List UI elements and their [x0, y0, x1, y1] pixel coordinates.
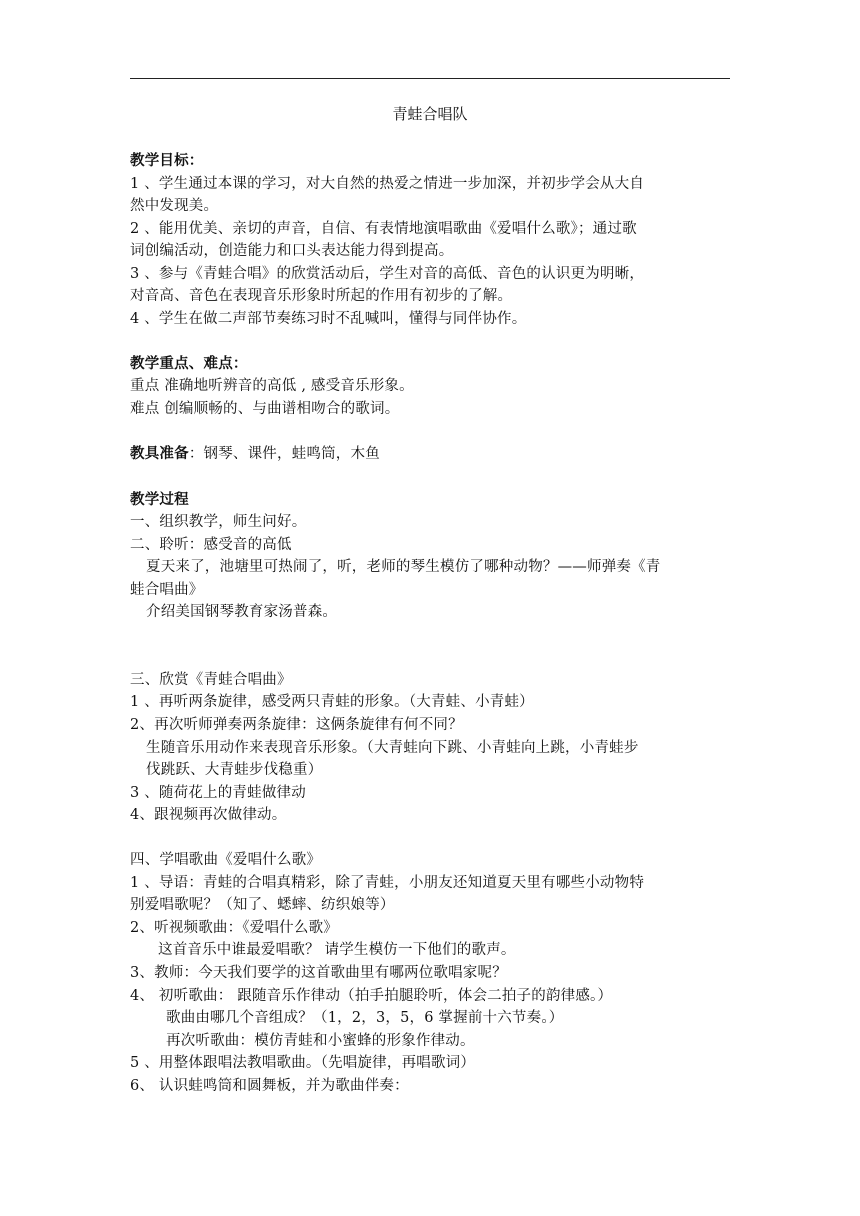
goal-line: 词创编活动，创造能力和口头表达能力得到提高。 — [130, 243, 454, 259]
part4-line: 歌曲由哪几个音组成？（1，2，3，5，6 掌握前十六节奏。） — [166, 1010, 564, 1026]
focus-line: 重点 准确地听辨音的高低 , 感受音乐形象。 — [130, 378, 414, 394]
goal-line: 4 、学生在做二声部节奏练习时不乱喊叫，懂得与同伴协作。 — [130, 311, 527, 327]
part4-line: 4、 初听歌曲： 跟随音乐作律动（拍手拍腿聆听，体会二拍子的韵律感。） — [130, 988, 613, 1004]
part4-line: 3、教师：今天我们要学的这首歌曲里有哪两位歌唱家呢？ — [130, 965, 507, 981]
tools-heading: 教具准备 — [130, 445, 189, 462]
part4-heading: 四、学唱歌曲《爱唱什么歌》 — [130, 852, 322, 868]
tools-text: ：钢琴、课件，蛙鸣筒，木鱼 — [188, 446, 380, 462]
part3-line: 3 、随荷花上的青蛙做律动 — [130, 785, 306, 801]
part4-line: 这首音乐中谁最爱唱歌？ 请学生模仿一下他们的歌声。 — [158, 942, 516, 958]
part4-line: 2、听视频歌曲：《爱唱什么歌》 — [130, 920, 338, 936]
process-line: 夏天来了，池塘里可热闹了，听，老师的琴生模仿了哪种动物？——师弹奏《青 — [146, 559, 661, 575]
focus-line: 难点 创编顺畅的、与曲谱相吻合的歌词。 — [130, 401, 400, 417]
goal-line: 3 、参与《青蛙合唱》的欣赏活动后，学生对音的高低、音色的认识更为明晰， — [130, 266, 645, 282]
goal-line: 1 、学生通过本课的学习，对大自然的热爱之情进一步加深，并初步学会从大自 — [130, 176, 645, 192]
goal-line: 2 、能用优美、亲切的声音，自信、有表情地演唱歌曲《爱唱什么歌》；通过歌 — [130, 221, 637, 237]
part3-line: 1 、再听两条旋律，感受两只青蛙的形象。（大青蛙、小青蛙） — [130, 694, 534, 710]
process-line: 介绍美国钢琴教育家汤普森。 — [146, 604, 338, 620]
part3-heading: 三、欣赏《青蛙合唱曲》 — [130, 672, 292, 688]
goals-heading: 教学目标： — [130, 152, 204, 169]
document-title: 青蛙合唱队 — [392, 105, 468, 123]
part4-line: 再次听歌曲：模仿青蛙和小蜜蜂的形象作律动。 — [166, 1033, 475, 1049]
process-heading: 教学过程 — [130, 491, 189, 508]
goal-line: 对音高、音色在表现音乐形象时所起的作用有初步的了解。 — [130, 288, 513, 304]
goal-line: 然中发现美。 — [130, 198, 219, 214]
part4-line: 别爱唱歌呢？（知了、蟋蟀、纺织娘等） — [130, 897, 395, 913]
part3-line: 伐跳跃、大青蛙步伐稳重） — [146, 762, 323, 778]
process-line: 蛙合唱曲》 — [130, 582, 204, 598]
focus-heading: 教学重点、难点： — [130, 355, 248, 372]
header-rule — [130, 78, 730, 79]
process-line: 二、聆听：感受音的高低 — [130, 537, 292, 553]
part4-line: 5 、用整体跟唱法教唱歌曲。（先唱旋律，再唱歌词） — [130, 1055, 476, 1071]
part3-line: 生随音乐用动作来表现音乐形象。（大青蛙向下跳、小青蛙向上跳，小青蛙步 — [146, 740, 639, 756]
part3-line: 4、跟视频再次做律动。 — [130, 807, 287, 823]
process-line: 一、组织教学，师生问好。 — [130, 514, 307, 530]
part4-line: 6、 认识蛙鸣筒和圆舞板，并为歌曲伴奏： — [130, 1078, 409, 1094]
tools-line — [130, 443, 730, 465]
part4-line: 1 、导语：青蛙的合唱真精彩，除了青蛙，小朋友还知道夏天里有哪些小动物特 — [130, 875, 645, 891]
part3-line: 2、再次听师弹奏两条旋律：这俩条旋律有何不同？ — [130, 717, 463, 733]
